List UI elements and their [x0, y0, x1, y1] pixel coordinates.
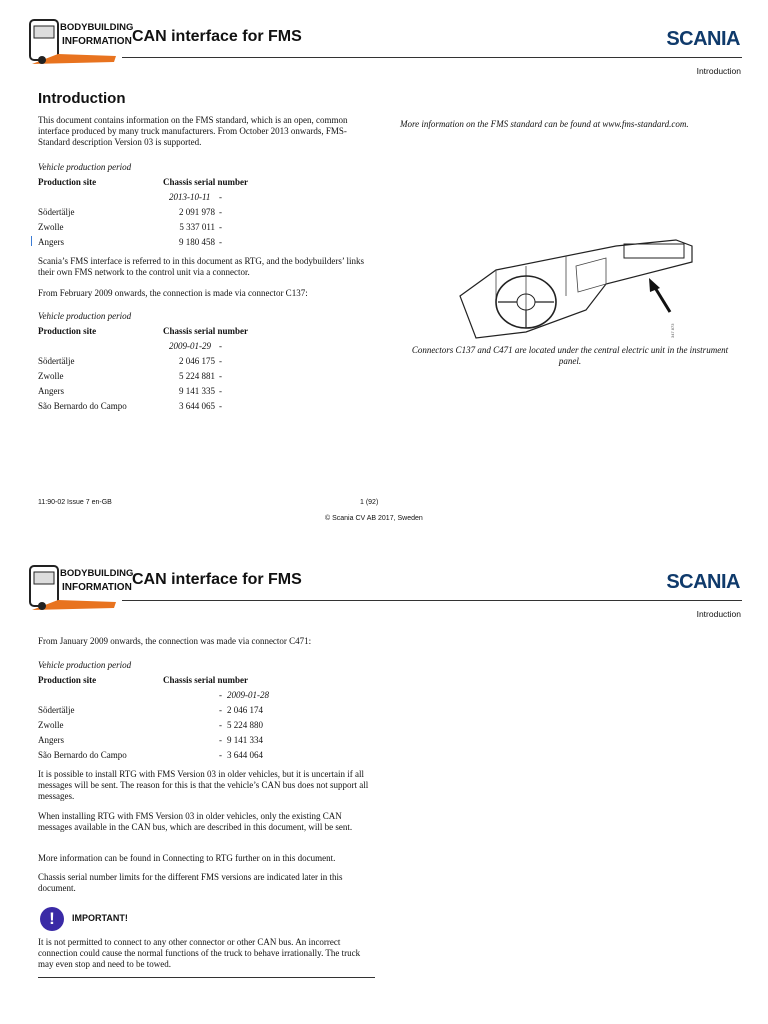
important-label: IMPORTANT!	[72, 913, 128, 923]
table-row: São Bernardo do Campo - 3 644 064	[38, 750, 263, 760]
notice-rule	[38, 977, 375, 978]
column-header-site: Production site	[38, 326, 97, 336]
important-icon: !	[40, 907, 64, 931]
table-row: Zwolle 5 337 011 -	[38, 222, 222, 232]
bodybuilding-information-logo	[28, 562, 134, 612]
column-header-chassis: Chassis serial number	[163, 675, 249, 685]
date-cell: 2013-10-11	[169, 192, 211, 202]
table-caption: Vehicle production period	[38, 660, 132, 670]
column-header-chassis: Chassis serial number	[163, 177, 249, 187]
svg-text:BODYBUILDING: BODYBUILDING	[60, 22, 134, 33]
table-row: Södertälje - 2 046 174	[38, 705, 263, 715]
figure-caption: Connectors C137 and C471 are located under the central electric unit in the instrument panel.	[411, 345, 729, 366]
more-info-paragraph: More information can be found in Connecting to RTG further on in this document.	[38, 853, 336, 863]
scania-logo: SCANIA	[666, 28, 740, 50]
table-row: Södertälje 2 046 175 -	[38, 356, 222, 366]
table-row: Angers 9 141 335 -	[38, 386, 222, 396]
svg-text:INFORMATION: INFORMATION	[62, 582, 132, 593]
column-header-site: Production site	[38, 177, 97, 187]
document-title: CAN interface for FMS	[132, 571, 302, 588]
bodybuilding-information-logo	[28, 16, 134, 66]
older-vehicles-paragraph: It is possible to install RTG with FMS Version 03 in older vehicles, but it is uncertain if all messages will be sent. The reason for this is that the vehicle’s CAN bus does not support all messages.	[38, 769, 369, 801]
scania-logo: SCANIA	[666, 571, 740, 593]
table-row: Zwolle 5 224 881 -	[38, 371, 222, 381]
installing-paragraph: When installing RTG with FMS Version 03 in older vehicles, only the existing CAN messages available in the CAN bus, which are described in this document, will be sent.	[38, 811, 353, 832]
table-caption: Vehicle production period	[38, 311, 132, 321]
change-bar	[31, 236, 32, 246]
document-title: CAN interface for FMS	[132, 28, 302, 45]
page-number: 1 (92)	[360, 499, 379, 506]
table-row: Angers - 9 141 334	[38, 735, 263, 745]
header-rule	[122, 600, 742, 601]
instrument-panel-illustration	[456, 236, 696, 344]
jan-connection-paragraph: From January 2009 onwards, the connection was made via connector C471:	[38, 636, 312, 646]
feb-connection-paragraph: From February 2009 onwards, the connection is made via connector C137:	[38, 288, 308, 298]
copyright: © Scania CV AB 2017, Sweden	[325, 515, 423, 522]
intro-paragraph: This document contains information on the FMS standard, which is an open, common interface produced by many truck manufacturers. From October 2013 onwards, FMS-Standard description Version 03 is supported.	[38, 115, 348, 147]
document-code: 11:90-02 Issue 7 en-GB	[38, 499, 112, 506]
figure-id: 347 873	[670, 323, 675, 338]
table-caption: Vehicle production period	[38, 162, 132, 172]
column-header-chassis: Chassis serial number	[163, 326, 249, 336]
section-label: Introduction	[696, 609, 741, 619]
date-cell: 2009-01-28	[227, 690, 269, 700]
column-header-site: Production site	[38, 675, 97, 685]
more-info-note: More information on the FMS standard can be found at www.fms-standard.com.	[400, 119, 689, 129]
table-row: Södertälje 2 091 978 -	[38, 207, 222, 217]
important-text: It is not permitted to connect to any other connector or other CAN bus. An incorrect connection could cause the normal functions of the truck to behave irrationally. The truck may even stop and need to be towed.	[38, 937, 361, 969]
production-table-1: Vehicle production period Production site Chassis serial number 2013-10-11 - Södertälje 2 091 978 - Zwolle 5 337 011 - Angers 9 180 458 -	[38, 162, 378, 252]
production-table-3: Vehicle production period Production site Chassis serial number - 2009-01-28 Södertälje - 2 046 174 Zwolle - 5 224 880 Angers - 9 141 334 São Bernardo do Campo - 3 644 064	[38, 660, 378, 765]
table-row: São Bernardo do Campo 3 644 065 -	[38, 401, 222, 411]
header-rule	[122, 57, 742, 58]
rtg-paragraph: Scania’s FMS interface is referred to in this document as RTG, and the bodybuilders’ links their own FMS network to the control unit via a connector.	[38, 256, 364, 277]
section-label: Introduction	[696, 66, 741, 76]
table-row: Zwolle - 5 224 880	[38, 720, 263, 730]
svg-text:INFORMATION: INFORMATION	[62, 36, 132, 47]
production-table-2: Vehicle production period Production site Chassis serial number 2009-01-29 - Södertälje 2 046 175 - Zwolle 5 224 881 - Angers 9 141 335 - São Bernardo do Campo 3 644 065 -	[38, 311, 378, 416]
page-heading: Introduction	[38, 90, 126, 107]
date-cell: 2009-01-29	[169, 341, 211, 351]
svg-text:BODYBUILDING: BODYBUILDING	[60, 568, 134, 579]
serial-limits-paragraph: Chassis serial number limits for the different FMS versions are indicated later in this document.	[38, 872, 343, 893]
table-row: Angers 9 180 458 -	[38, 237, 222, 247]
